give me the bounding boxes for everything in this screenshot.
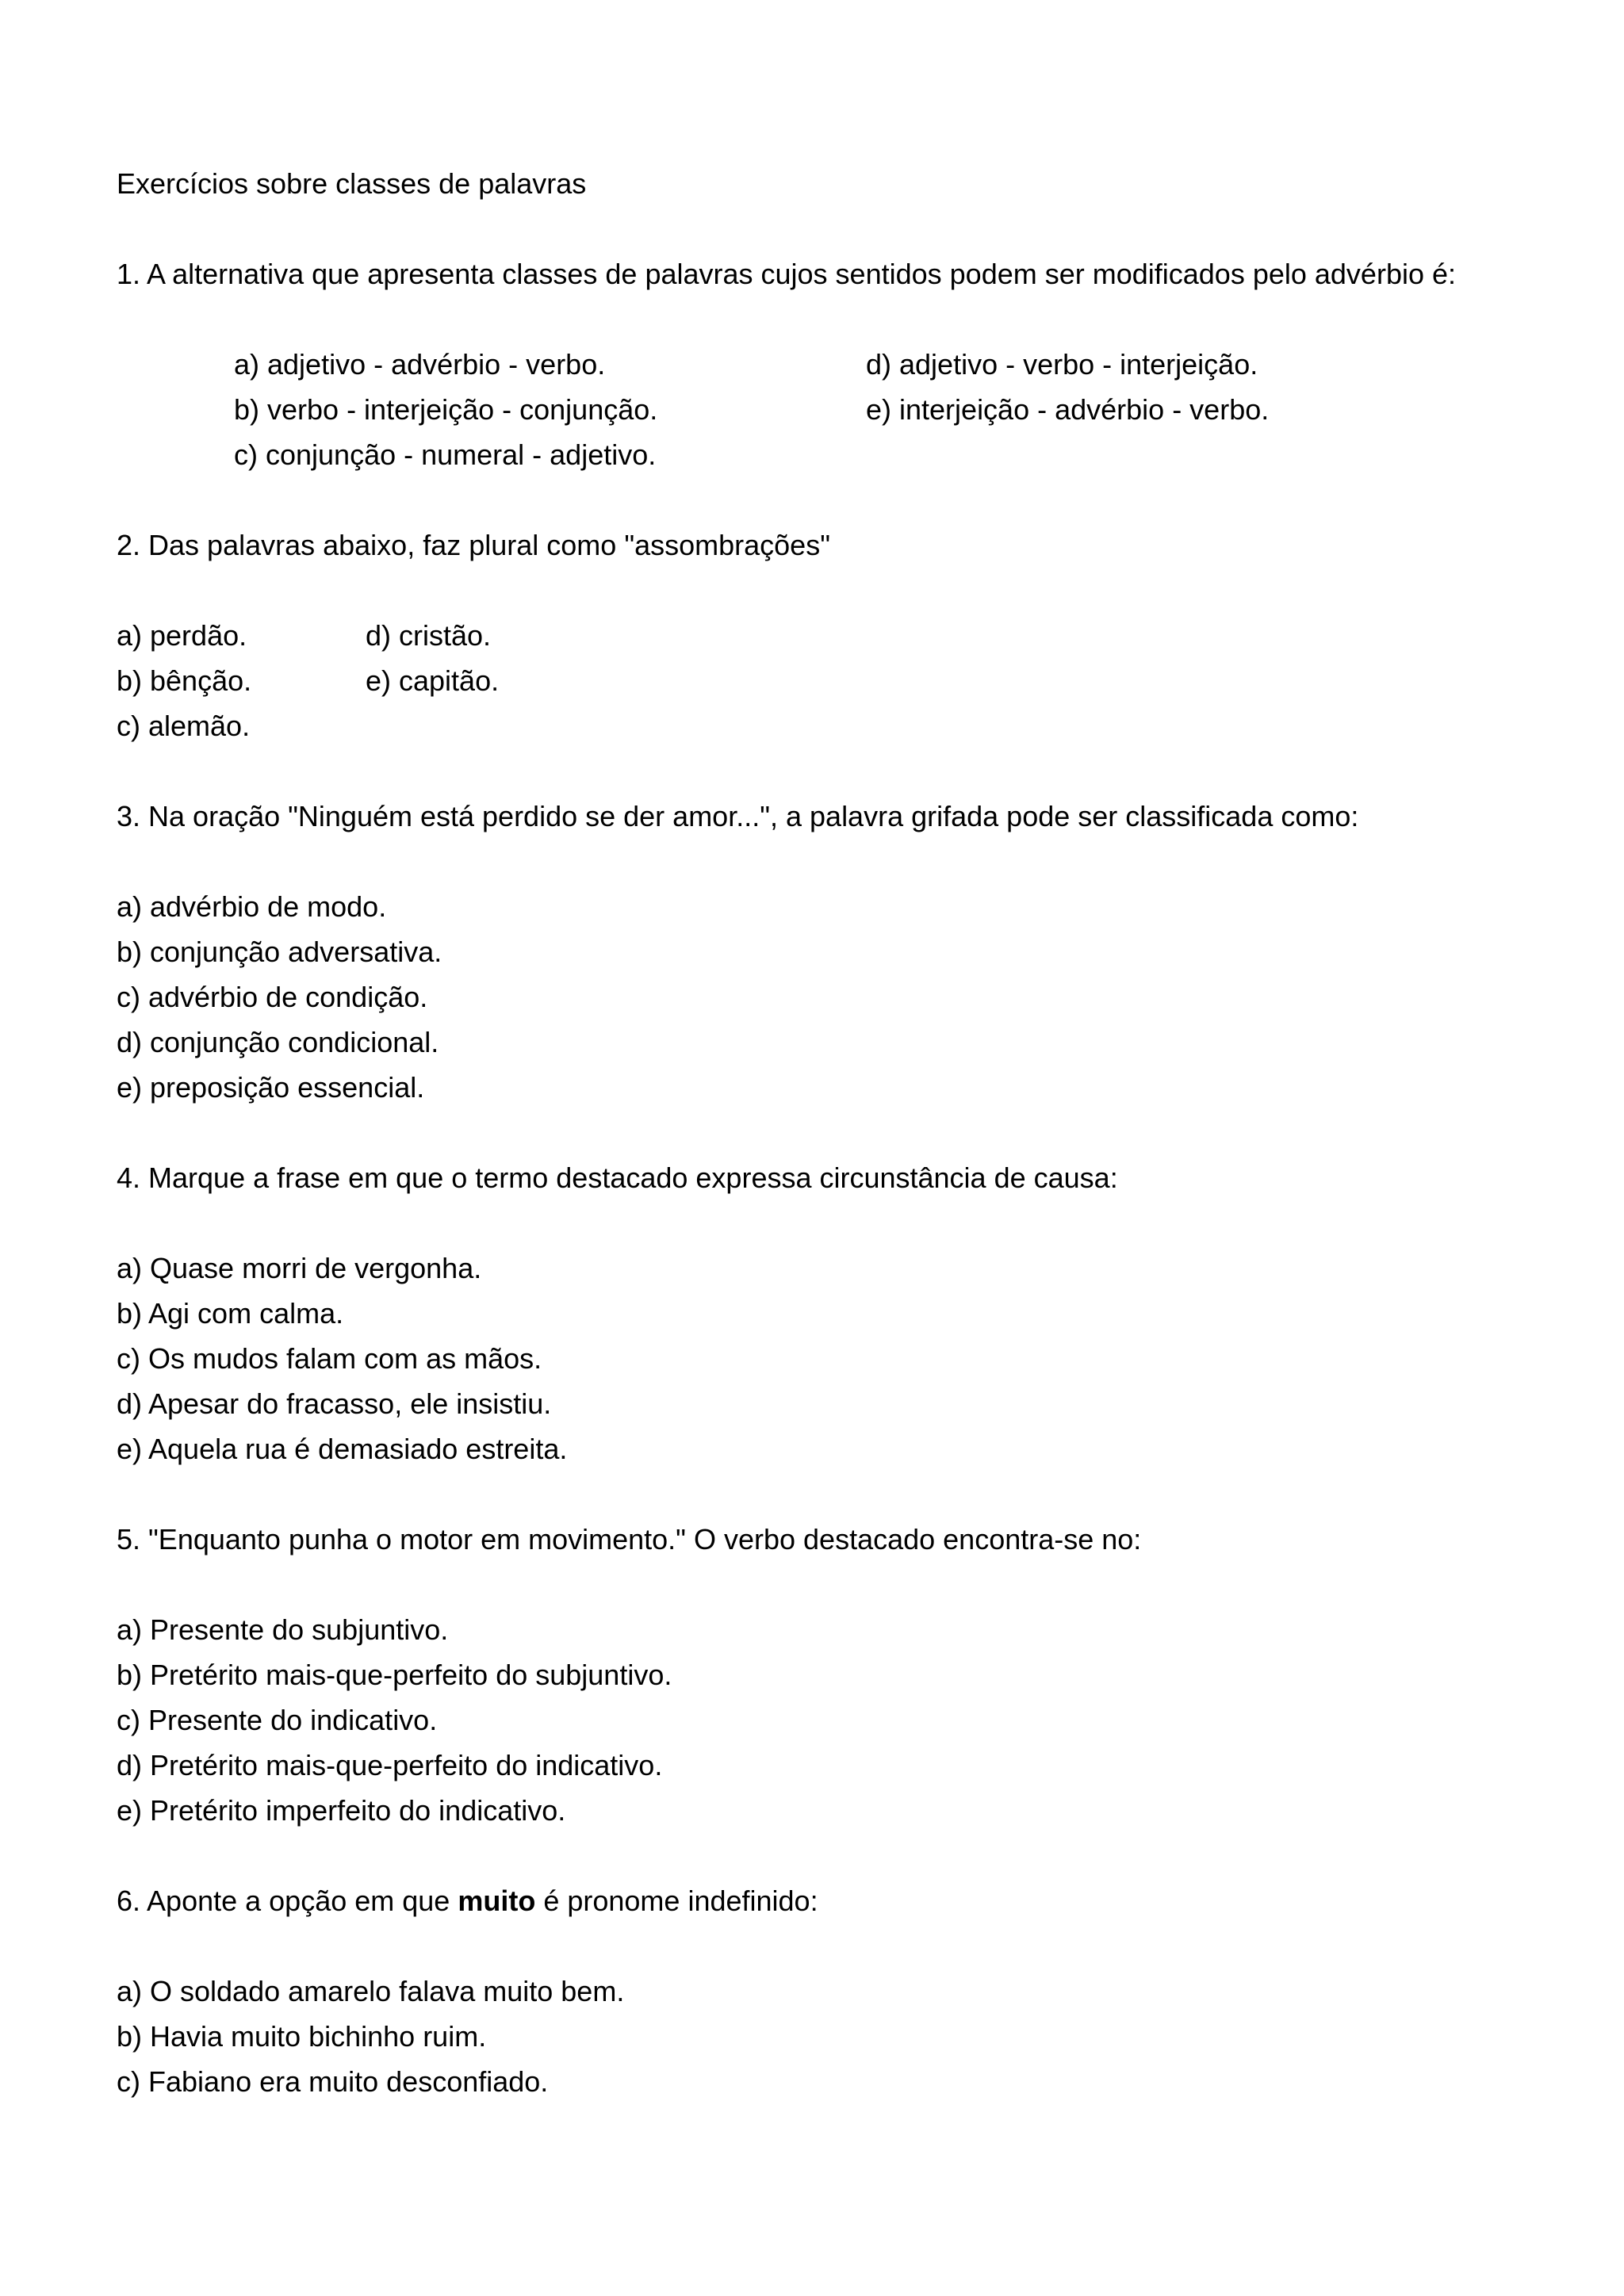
question-2-option-c: c) alemão.	[117, 710, 251, 742]
question-6-bold-word: muito	[458, 1885, 536, 1917]
question-6-text-end: é pronome indefinido:	[535, 1885, 818, 1917]
question-6-text-start: 6. Aponte a opção em que	[117, 1885, 458, 1917]
question-3-option-d: d) conjunção condicional.	[117, 1026, 439, 1058]
question-6-text	[117, 1884, 818, 1919]
document-title: Exercícios sobre classes de palavras	[117, 167, 587, 200]
question-6-option-b: b) Havia muito bichinho ruim.	[117, 2020, 487, 2053]
question-1-option-d: d) adjetivo - verbo - interjeição.	[866, 348, 1258, 381]
question-1-option-e: e) interjeição - advérbio - verbo.	[866, 393, 1270, 426]
question-5-option-d: d) Pretérito mais-que-perfeito do indicativo.	[117, 1749, 663, 1781]
question-1-option-c: c) conjunção - numeral - adjetivo.	[234, 438, 657, 471]
question-5-text: 5. "Enquanto punha o motor em movimento." O verbo destacado encontra-se no:	[117, 1523, 1142, 1556]
question-2-option-e: e) capitão.	[366, 664, 500, 697]
question-4-text: 4. Marque a frase em que o termo destacado expressa circunstância de causa:	[117, 1161, 1118, 1194]
question-3-option-a: a) advérbio de modo.	[117, 890, 387, 923]
question-3-option-b: b) conjunção adversativa.	[117, 936, 442, 968]
question-5-option-c: c) Presente do indicativo.	[117, 1704, 438, 1736]
question-6-option-a: a) O soldado amarelo falava muito bem.	[117, 1975, 625, 2007]
question-2-option-d: d) cristão.	[366, 619, 492, 652]
question-2-text: 2. Das palavras abaixo, faz plural como "assombrações"	[117, 529, 830, 561]
question-5-option-e: e) Pretérito imperfeito do indicativo.	[117, 1794, 566, 1827]
question-3-option-e: e) preposição essencial.	[117, 1071, 425, 1104]
question-1-option-a: a) adjetivo - advérbio - verbo.	[234, 348, 606, 381]
question-4-option-e: e) Aquela rua é demasiado estreita.	[117, 1433, 568, 1465]
question-4-option-b: b) Agi com calma.	[117, 1297, 344, 1330]
question-2-option-a: a) perdão.	[117, 619, 247, 652]
question-5-option-b: b) Pretérito mais-que-perfeito do subjuntivo.	[117, 1659, 672, 1691]
question-1-option-b: b) verbo - interjeição - conjunção.	[234, 393, 658, 426]
question-3-option-c: c) advérbio de condição.	[117, 981, 428, 1013]
question-1-text: 1. A alternativa que apresenta classes de palavras cujos sentidos podem ser modificados pelo advérbio é:	[117, 258, 1457, 290]
question-6-option-c: c) Fabiano era muito desconfiado.	[117, 2065, 549, 2098]
question-4-option-d: d) Apesar do fracasso, ele insistiu.	[117, 1387, 552, 1420]
question-4-option-a: a) Quase morri de vergonha.	[117, 1252, 482, 1284]
question-3-text: 3. Na oração "Ninguém está perdido se der amor...", a palavra grifada pode ser classificada como:	[117, 800, 1359, 832]
question-2-option-b: b) bênção.	[117, 664, 252, 697]
question-5-option-a: a) Presente do subjuntivo.	[117, 1613, 449, 1646]
question-4-option-c: c) Os mudos falam com as mãos.	[117, 1342, 542, 1375]
